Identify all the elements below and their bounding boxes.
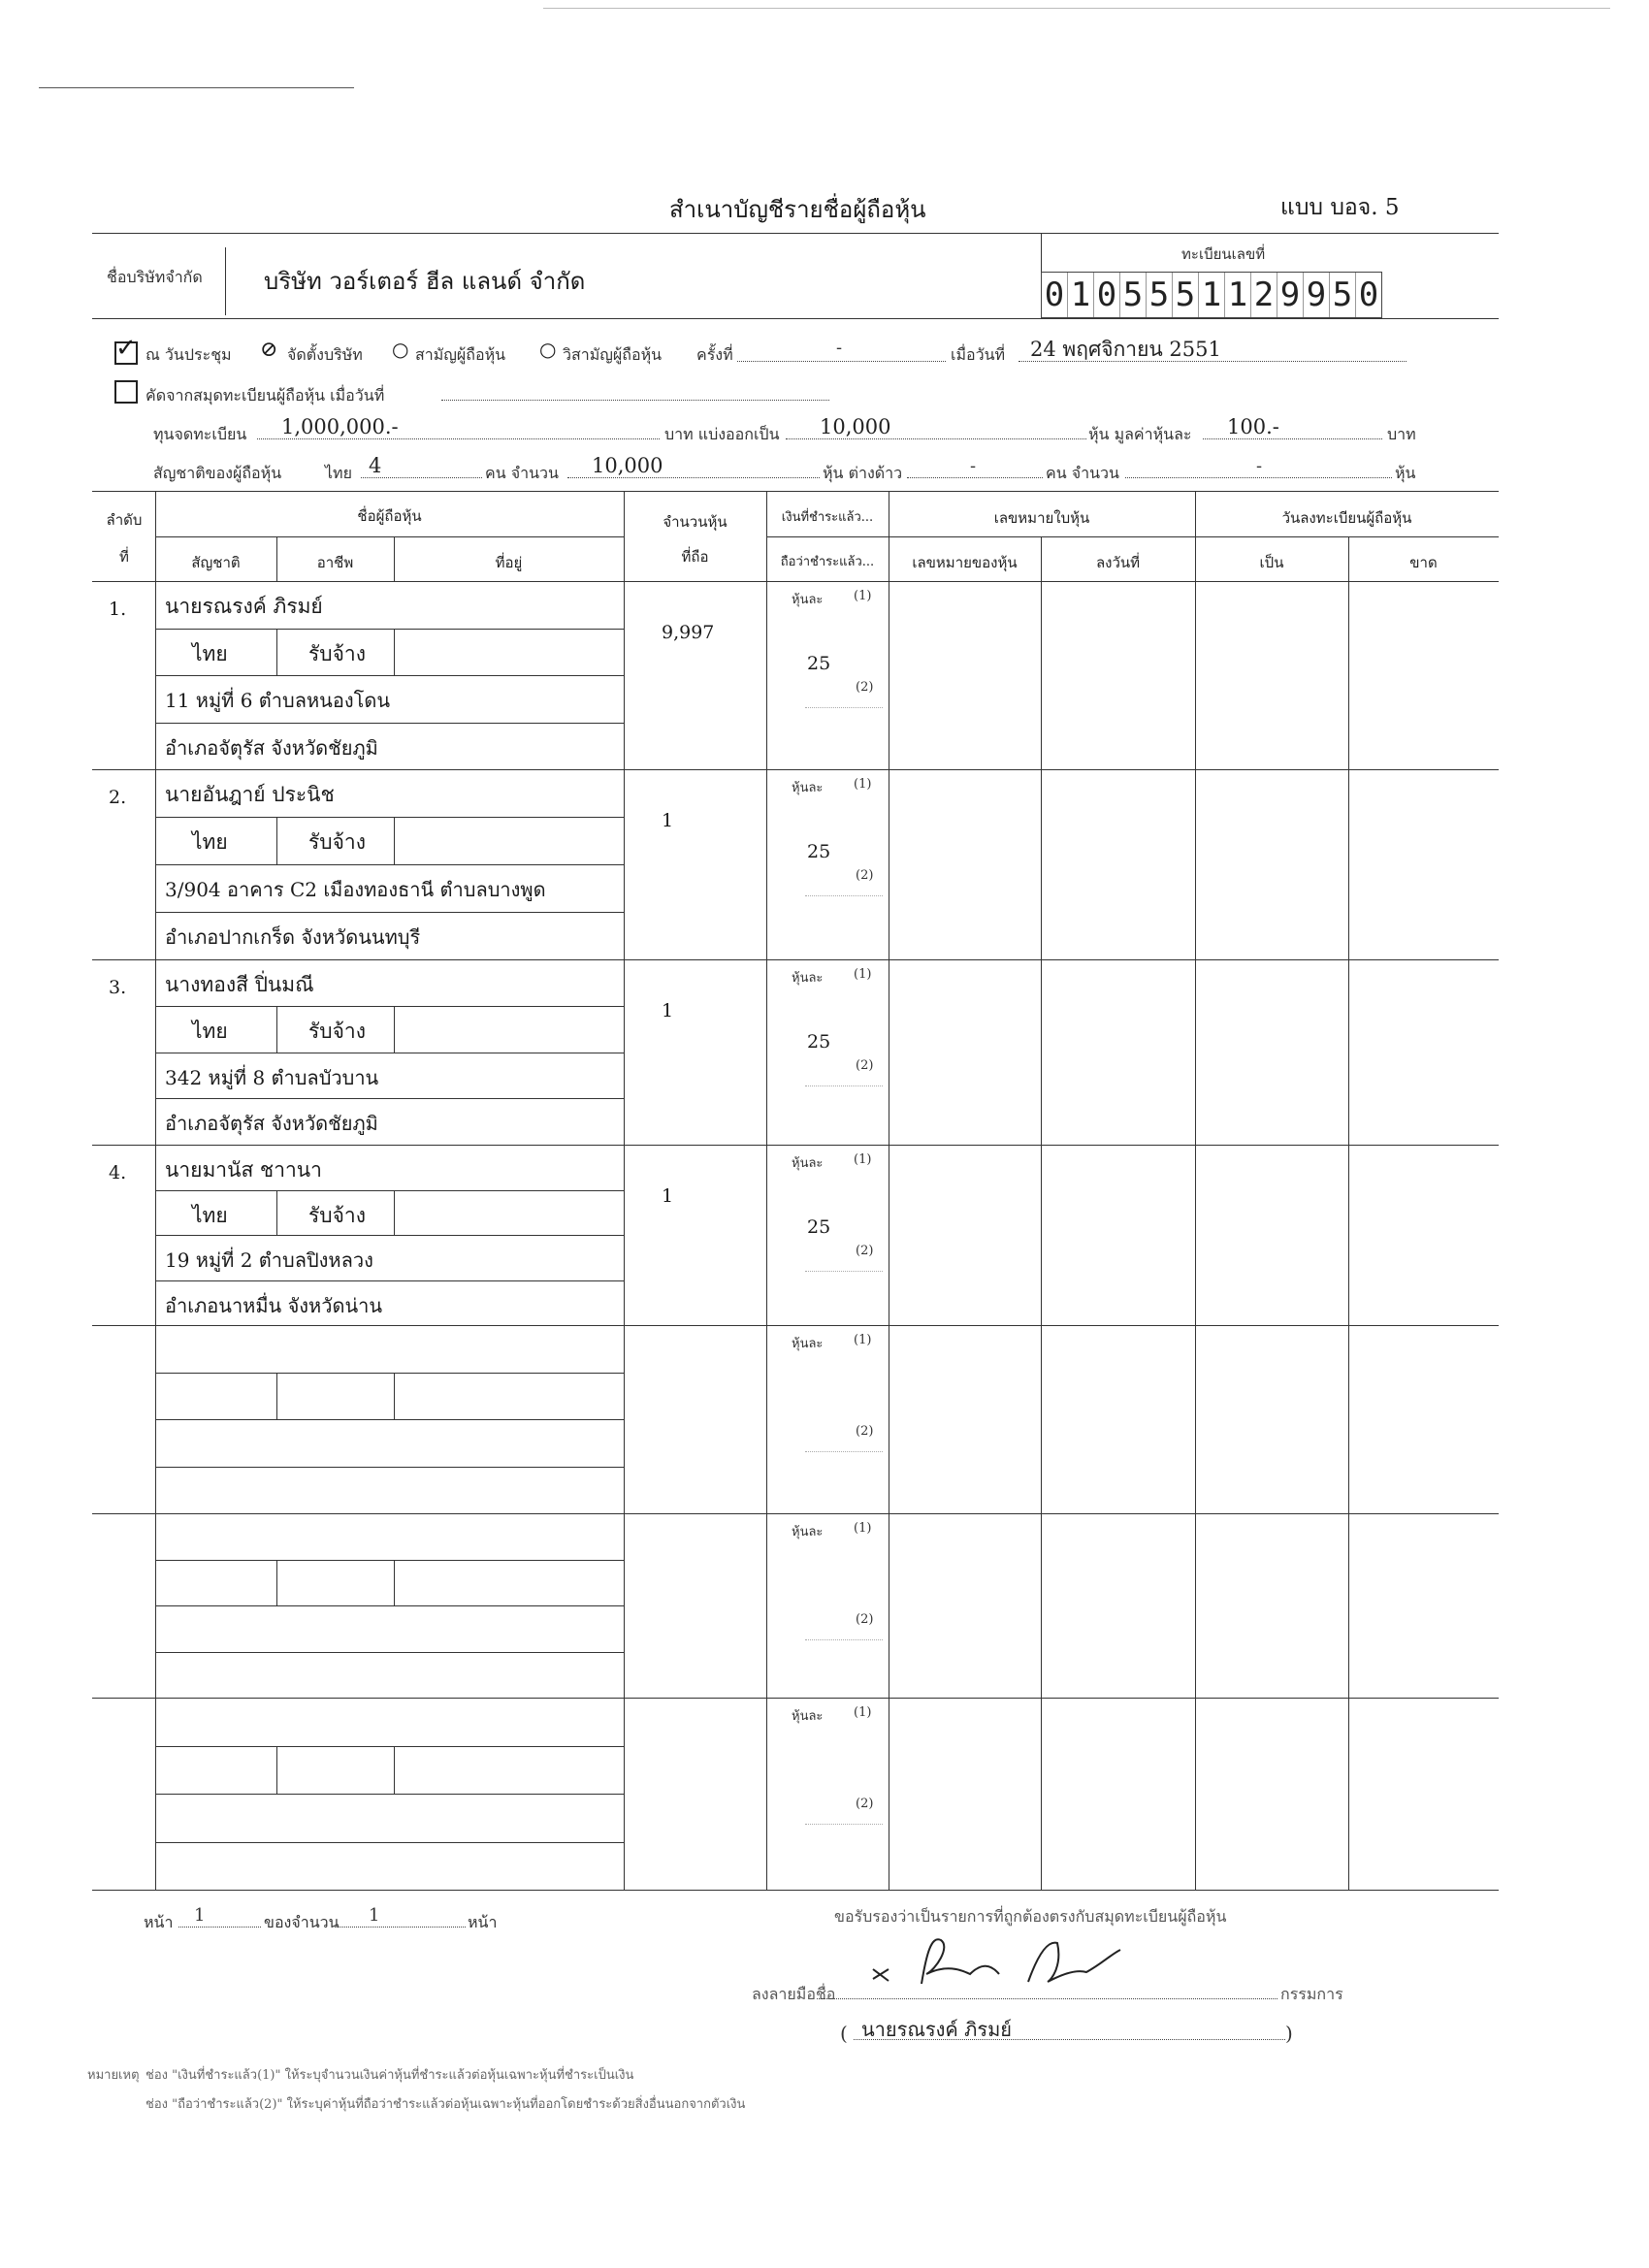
header-order-2: ที่ — [119, 548, 129, 566]
nationality: ไทย — [192, 1204, 228, 1227]
row-inner-line — [394, 1560, 395, 1606]
row-inner-line — [155, 1280, 624, 1281]
row-inner-line — [155, 1794, 624, 1795]
per-share-label: หุ้นละ — [792, 971, 824, 986]
foreign-label: หุ้น ต่างด้าว — [823, 464, 903, 482]
paid-deemed-marker: (2) — [856, 1612, 874, 1627]
reg-digit: 1 — [1199, 273, 1225, 317]
person-amount-label: คน จำนวน — [485, 464, 559, 482]
reg-digit: 5 — [1120, 273, 1147, 317]
reg-digit: 0 — [1358, 275, 1379, 314]
scan-mark — [39, 87, 354, 88]
foreign-count: - — [970, 456, 977, 476]
rule — [92, 318, 1499, 319]
note-2: ช่อง "ถือว่าชำระแล้ว(2)" ให้ระบุค่าหุ้นที่ถือว่าชำระแล้วต่อหุ้นเฉพาะหุ้นที่ออกโดยชำระด้วยสิ่งอื่นนอกจากตัวเงิน — [146, 2097, 746, 2112]
occupation: รับจ้าง — [308, 830, 366, 854]
reg-digit: 2 — [1251, 273, 1277, 317]
copy-label: คัดจากสมุดทะเบียนผู้ถือหุ้น เมื่อวันที่ — [146, 386, 385, 405]
paid-cash-marker: (1) — [854, 1705, 872, 1720]
paid-deemed-marker: (2) — [856, 680, 874, 695]
row-inner-line — [155, 629, 624, 630]
paid-cash-marker: (1) — [854, 1521, 872, 1536]
checkbox-copy[interactable] — [114, 380, 138, 404]
reg-digit: 5 — [1147, 273, 1173, 317]
paid-cash-marker: (1) — [854, 1152, 872, 1167]
header-nationality: สัญชาติ — [191, 554, 241, 571]
rule — [1041, 233, 1042, 272]
page-prefix: หน้า — [144, 1913, 174, 1931]
share-end-label: หุ้น — [1395, 464, 1416, 482]
header-paid-1: เงินที่ชำระแล้ว... — [781, 510, 874, 525]
row-inner-line — [155, 1605, 624, 1606]
shareholder-name: นายรณรงค์ ภิรมย์ — [165, 595, 323, 618]
reg-digit: 1 — [1068, 273, 1094, 317]
header-cert-no: เลขหมายของหุ้น — [912, 554, 1018, 571]
per-share-label: หุ้นละ — [792, 1709, 824, 1724]
director-label: กรรมการ — [1280, 1985, 1343, 2003]
form-code: แบบ บอจ. 5 — [1280, 195, 1400, 220]
reg-digit: 0 — [1094, 273, 1120, 317]
row-inner-line — [276, 1006, 277, 1053]
meeting-prefix: ณ วันประชุม — [146, 345, 232, 364]
radio-selected-icon[interactable]: ⊘ — [260, 338, 278, 362]
header-count-2: ที่ถือ — [681, 548, 709, 566]
paid-deemed-marker: (2) — [856, 1058, 874, 1073]
date-value: 24 พฤศจิกายน 2551 — [1030, 338, 1221, 361]
row-inner-line — [276, 1746, 277, 1795]
row-inner-line — [394, 629, 395, 676]
row-number: 1. — [109, 599, 127, 620]
company-name: บริษัท วอร์เตอร์ ฮีล แลนด์ จำกัด — [264, 268, 586, 295]
row-inner-line — [276, 1190, 277, 1236]
address-line-1: 11 หมู่ที่ 6 ตำบลหนองโดน — [165, 689, 391, 712]
row-inner-line — [394, 1373, 395, 1420]
capital-label: ทุนจดทะเบียน — [153, 425, 247, 443]
thai-label: ไทย — [325, 464, 352, 482]
paid-per-share: 25 — [807, 1216, 831, 1238]
header-names: ชื่อผู้ถือหุ้น — [357, 507, 422, 525]
nationality-label: สัญชาติของผู้ถือหุ้น — [153, 464, 282, 482]
rule — [92, 581, 1499, 582]
rule — [225, 247, 226, 315]
header-paid-2: ถือว่าชำระแล้ว... — [780, 555, 875, 569]
shares-value: 10,000 — [820, 415, 891, 438]
reg-digit: 9 — [1304, 273, 1330, 317]
radio-icon[interactable]: ○ — [392, 338, 409, 361]
note-1: ช่อง "เงินที่ชำระแล้ว(1)" ให้ระบุจำนวนเงินค่าหุ้นที่ชำระแล้วต่อหุ้นเฉพาะหุ้นที่ชำระเป็นเงิน — [146, 2068, 634, 2083]
header-certs: เลขหมายใบหุ้น — [993, 509, 1090, 527]
share-count: 1 — [662, 1185, 674, 1207]
par-value: 100.- — [1227, 415, 1279, 438]
row-inner-line — [155, 1746, 624, 1747]
opt-ordinary: สามัญผู้ถือหุ้น — [415, 345, 506, 364]
registration-number — [1041, 272, 1382, 318]
row-inner-line — [394, 1746, 395, 1795]
row-inner-line — [155, 675, 624, 676]
rule — [766, 491, 767, 1890]
capital-value: 1,000,000.- — [281, 415, 399, 438]
paid-deemed-marker: (2) — [856, 1244, 874, 1258]
header-cert-date: ลงวันที่ — [1095, 554, 1141, 571]
row-inner-line — [155, 912, 624, 913]
per-share-label: หุ้นละ — [792, 1525, 824, 1539]
row-inner-line — [394, 817, 395, 864]
company-label: ชื่อบริษัทจำกัด — [107, 268, 203, 286]
rule — [1041, 536, 1042, 1890]
row-inner-line — [155, 1190, 624, 1191]
address-line-2: อำเภอนาหมื่น จังหวัดน่าน — [165, 1294, 383, 1317]
page-total: 1 — [369, 1905, 380, 1926]
header-occupation: อาชีพ — [316, 554, 354, 571]
paid-dots — [805, 1271, 883, 1272]
reg-digit: 1 — [1225, 273, 1251, 317]
paid-per-share: 25 — [807, 653, 831, 674]
thai-shares: 10,000 — [592, 454, 663, 477]
row-inner-line — [155, 864, 624, 865]
nationality: ไทย — [192, 1020, 228, 1043]
row-number: 2. — [109, 787, 127, 808]
baht-label: บาท — [1387, 425, 1416, 443]
rule — [155, 536, 624, 537]
row-inner-line — [394, 1006, 395, 1053]
address-line-2: อำเภอปากเกร็ด จังหวัดนนทบุรี — [165, 925, 421, 949]
page-suffix: หน้า — [468, 1913, 498, 1931]
rule — [92, 1890, 1499, 1891]
reg-label: ทะเบียนเลขที่ — [1181, 245, 1266, 263]
sign-label: ลงลายมือชื่อ — [752, 1985, 836, 2003]
row-inner-line — [155, 1373, 624, 1374]
share-count: 1 — [662, 1000, 674, 1021]
signer-name: นายรณรงค์ ภิรมย์ — [861, 2018, 1012, 2041]
date-label: เมื่อวันที่ — [951, 345, 1006, 364]
row-separator — [92, 1325, 1499, 1326]
row-separator — [92, 1698, 1499, 1699]
row-inner-line — [155, 1098, 624, 1099]
par-label: หุ้น มูลค่าหุ้นละ — [1088, 425, 1192, 443]
row-inner-line — [155, 1235, 624, 1236]
opt-extra: วิสามัญผู้ถือหุ้น — [563, 345, 663, 364]
shareholder-name: นายอันฎาย์ ประนิช — [165, 783, 335, 806]
nationality: ไทย — [192, 642, 228, 665]
address-line-1: 19 หมู่ที่ 2 ตำบลปิงหลวง — [165, 1248, 373, 1272]
rule — [1348, 536, 1349, 1890]
baht-split-label: บาท แบ่งออกเป็น — [664, 425, 780, 443]
paid-dots — [805, 895, 883, 896]
row-inner-line — [276, 1373, 277, 1420]
row-inner-line — [155, 1006, 624, 1007]
page-title: สำเนาบัญชีรายชื่อผู้ถือหุ้น — [669, 196, 926, 223]
signature — [854, 1926, 1135, 2003]
row-inner-line — [276, 629, 277, 676]
row-number: 4. — [109, 1162, 127, 1183]
paid-dots — [805, 1085, 883, 1086]
shareholder-name: นางทองสี ปิ่นมณี — [165, 973, 314, 996]
address-line-2: อำเภอจัตุรัส จังหวัดชัยภูมิ — [165, 1112, 378, 1135]
address-line-2: อำเภอจัตุรัส จังหวัดชัยภูมิ — [165, 736, 378, 760]
paid-cash-marker: (1) — [854, 589, 872, 603]
header-address: ที่อยู่ — [495, 554, 523, 571]
page-no: 1 — [194, 1905, 206, 1926]
reg-digit: 0 — [1042, 273, 1068, 317]
address-line-1: 342 หมู่ที่ 8 ตำบลบัวบาน — [165, 1066, 379, 1089]
per-share-label: หุ้นละ — [792, 1337, 824, 1351]
header-reg-out: ขาด — [1409, 554, 1438, 571]
paid-dots — [805, 707, 883, 708]
shareholder-name: นายมานัส ชาานา — [165, 1158, 322, 1182]
certify-text: ขอรับรองว่าเป็นรายการที่ถูกต้องตรงกับสมุดทะเบียนผู้ถือหุ้น — [834, 1907, 1227, 1926]
nationality: ไทย — [192, 830, 228, 854]
row-inner-line — [155, 817, 624, 818]
foreign-shares: - — [1256, 456, 1263, 476]
rule — [624, 491, 625, 1890]
row-separator — [92, 1145, 1499, 1146]
paid-dots — [805, 1824, 883, 1825]
row-inner-line — [394, 1190, 395, 1236]
paid-dots — [805, 1451, 883, 1452]
per-share-label: หุ้นละ — [792, 781, 824, 795]
row-number: 3. — [109, 977, 127, 998]
scan-edge — [543, 8, 1610, 9]
times-value: - — [836, 338, 843, 358]
rule — [92, 491, 1499, 492]
paren-close: ) — [1285, 2022, 1293, 2045]
row-inner-line — [155, 1560, 624, 1561]
address-line-1: 3/904 อาคาร C2 เมืองทองธานี ตำบลบางพูด — [165, 878, 546, 901]
header-reg-in: เป็น — [1259, 554, 1284, 571]
row-separator — [92, 769, 1499, 770]
person-amount-label-2: คน จำนวน — [1046, 464, 1119, 482]
row-inner-line — [276, 817, 277, 864]
check-mark-icon: ✓ — [115, 334, 137, 363]
row-inner-line — [276, 1560, 277, 1606]
per-share-label: หุ้นละ — [792, 1156, 824, 1171]
row-inner-line — [155, 1467, 624, 1468]
note-label: หมายเหตุ — [87, 2068, 140, 2083]
occupation: รับจ้าง — [308, 1020, 366, 1043]
reg-digit: 9 — [1277, 273, 1304, 317]
paid-per-share: 25 — [807, 841, 831, 862]
header-registration: วันลงทะเบียนผู้ถือหุ้น — [1281, 509, 1412, 527]
page-of: ของจำนวน — [264, 1913, 340, 1931]
paid-deemed-marker: (2) — [856, 868, 874, 883]
paid-deemed-marker: (2) — [856, 1424, 874, 1439]
thai-count: 4 — [369, 454, 382, 477]
times-label: ครั้งที่ — [696, 345, 733, 364]
share-count: 1 — [662, 810, 674, 831]
row-separator — [92, 1513, 1499, 1514]
paid-cash-marker: (1) — [854, 1333, 872, 1347]
rule — [1195, 491, 1196, 1890]
row-inner-line — [155, 723, 624, 724]
occupation: รับจ้าง — [308, 642, 366, 665]
occupation: รับจ้าง — [308, 1204, 366, 1227]
header-order: ลำดับ — [106, 511, 143, 529]
opt-establish: จัดตั้งบริษัท — [287, 345, 363, 364]
row-inner-line — [155, 1652, 624, 1653]
paren-open: ( — [840, 2022, 848, 2045]
paid-deemed-marker: (2) — [856, 1797, 874, 1811]
paid-cash-marker: (1) — [854, 967, 872, 982]
header-count: จำนวนหุ้น — [663, 513, 728, 531]
reg-digit: 5 — [1330, 273, 1356, 317]
radio-icon[interactable]: ○ — [539, 338, 557, 361]
per-share-label: หุ้นละ — [792, 593, 824, 607]
paid-per-share: 25 — [807, 1031, 831, 1053]
rule — [92, 233, 1499, 234]
row-inner-line — [155, 1842, 624, 1843]
rule — [766, 536, 1499, 537]
row-inner-line — [155, 1419, 624, 1420]
reg-digit: 5 — [1173, 273, 1199, 317]
share-count: 9,997 — [662, 622, 715, 643]
paid-cash-marker: (1) — [854, 777, 872, 792]
paid-dots — [805, 1639, 883, 1640]
row-separator — [92, 959, 1499, 960]
